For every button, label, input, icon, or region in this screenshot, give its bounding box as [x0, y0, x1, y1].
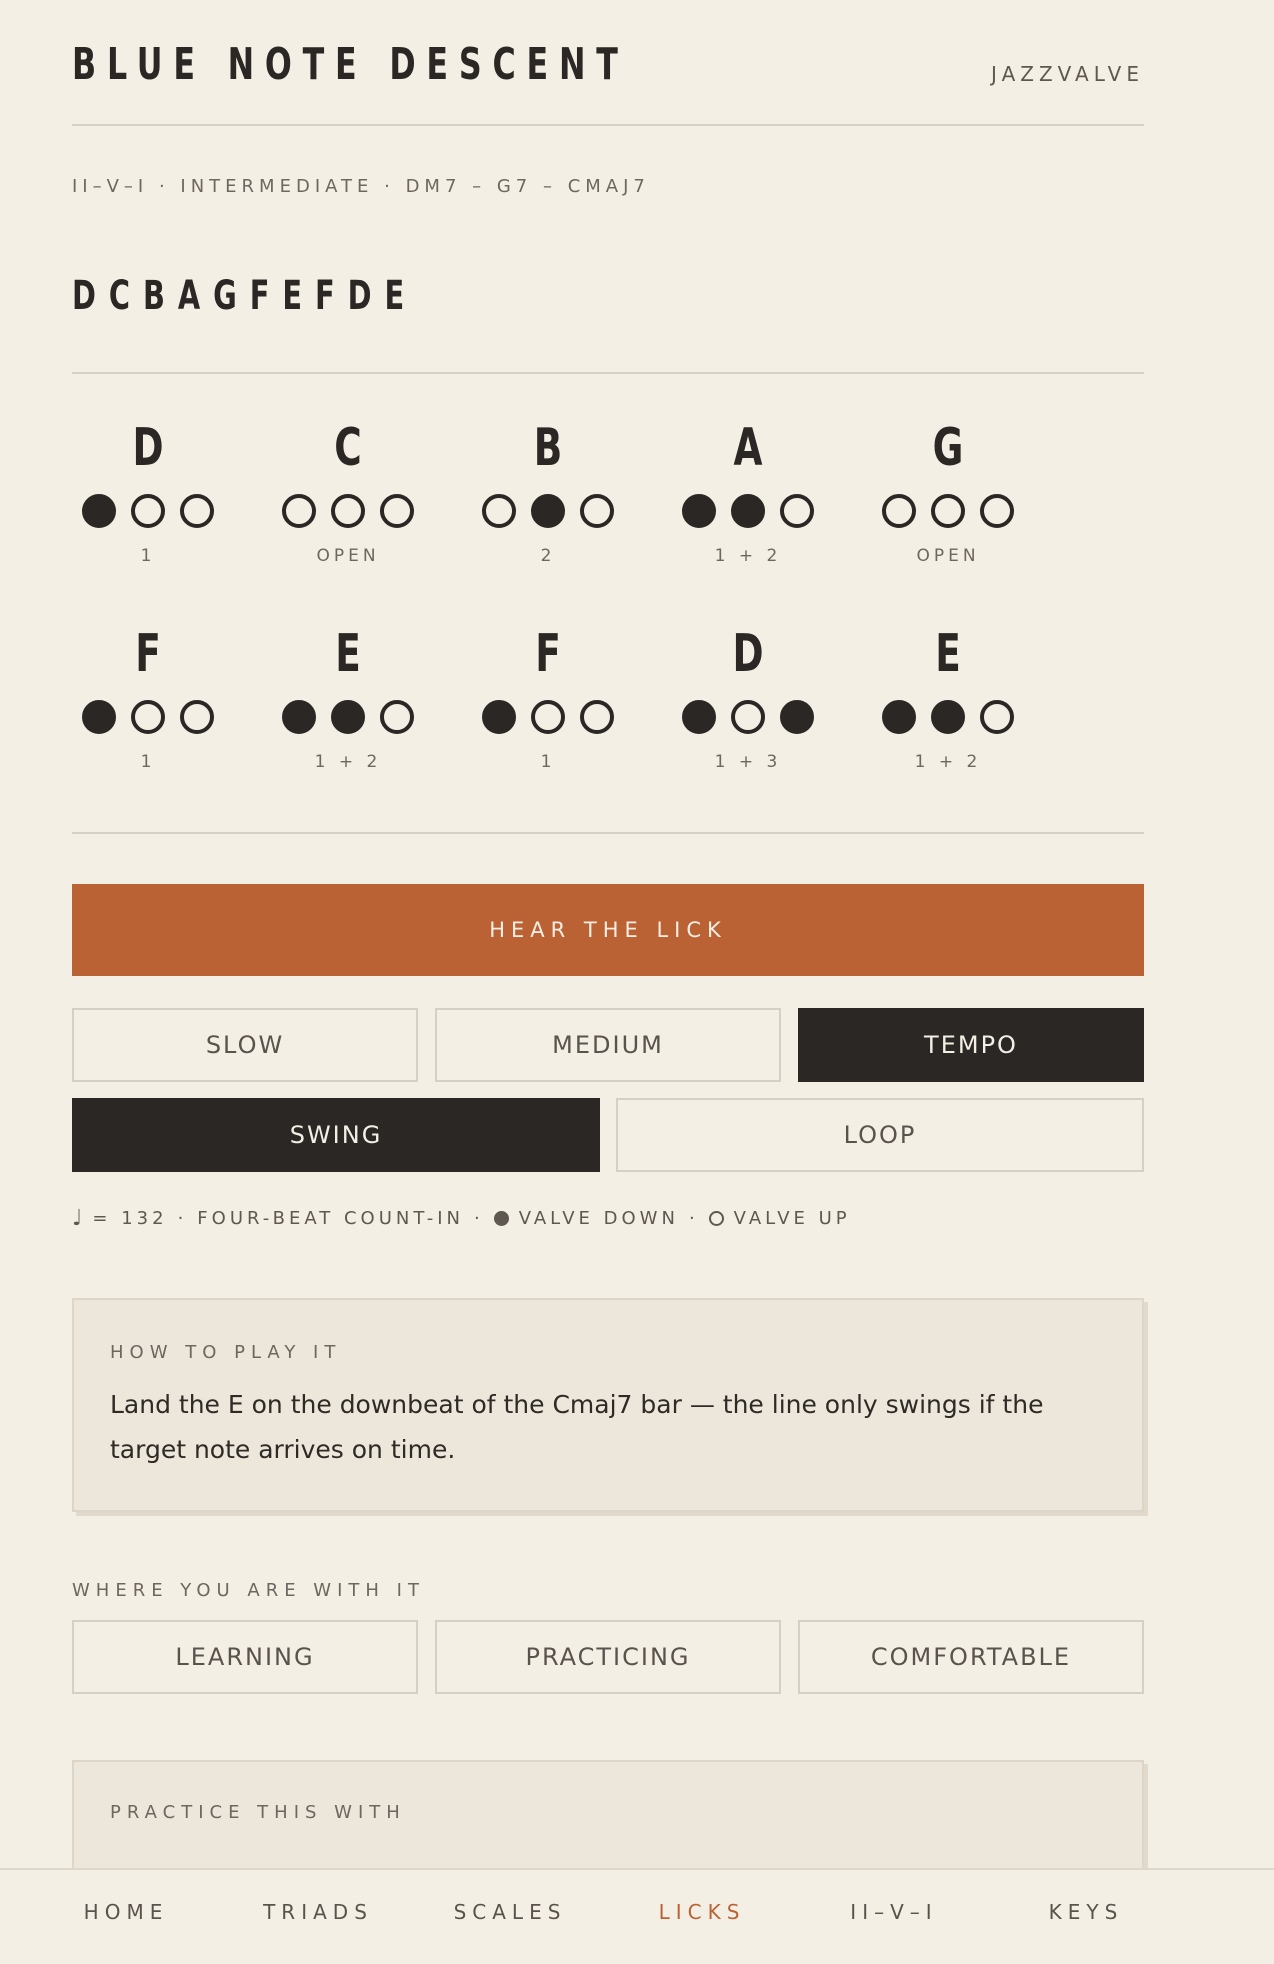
valve-up-icon [980, 700, 1014, 734]
valve-up-icon [780, 494, 814, 528]
valve-down-icon [531, 494, 565, 528]
valve-down-icon [82, 494, 116, 528]
valve-up-icon [380, 494, 414, 528]
valve-diagram [672, 700, 824, 734]
note-card[interactable] [472, 624, 624, 784]
legend [72, 1206, 851, 1231]
fingering-label: OPEN [316, 546, 380, 566]
loop-toggle[interactable]: LOOP [616, 1098, 1144, 1172]
valve-diagram [472, 700, 624, 734]
header-divider [72, 124, 1144, 126]
how-to-play-text: Land the E on the downbeat of the Cmaj7 bar — the line only swings if the target note arrives on time. [110, 1390, 1044, 1464]
valve-down-icon [780, 700, 814, 734]
valve-up-icon [531, 700, 565, 734]
valve-diagram [472, 494, 624, 528]
note-letter: E [335, 624, 361, 684]
valve-diagram [72, 700, 224, 734]
note-card[interactable] [672, 624, 824, 784]
tempo-value: = 132 [92, 1208, 168, 1229]
valve-diagram [72, 494, 224, 528]
valve-diagram [272, 494, 424, 528]
valve-up-icon [580, 700, 614, 734]
grid-divider [72, 832, 1144, 834]
lick-subtitle: II–V–I · INTERMEDIATE · DM7 – G7 – CMAJ7 [72, 176, 650, 197]
nav-home[interactable]: HOME [83, 1900, 169, 1924]
valve-up-label: VALVE UP [733, 1208, 851, 1229]
fingering-label: 1 + 3 [714, 752, 782, 772]
note-letter: F [535, 624, 561, 684]
note-letter: B [533, 418, 563, 478]
progress-label: WHERE YOU ARE WITH IT [72, 1580, 425, 1601]
notes-sequence: DCBAGFEFDE [72, 273, 418, 319]
valve-up-icon [709, 1211, 724, 1226]
tempo-button[interactable]: TEMPO [798, 1008, 1144, 1082]
medium-button[interactable]: MEDIUM [435, 1008, 781, 1082]
note-card[interactable] [472, 418, 624, 578]
comfortable-button[interactable]: COMFORTABLE [798, 1620, 1144, 1694]
note-card[interactable] [872, 418, 1024, 578]
valve-diagram [272, 700, 424, 734]
valve-up-icon [882, 494, 916, 528]
valve-up-icon [731, 700, 765, 734]
note-card[interactable] [272, 418, 424, 578]
valve-up-icon [331, 494, 365, 528]
fingering-label: 1 [540, 752, 556, 772]
note-card[interactable] [872, 624, 1024, 784]
note-letter: D [132, 418, 164, 478]
valve-down-icon [494, 1211, 509, 1226]
hear-lick-button[interactable]: HEAR THE LICK [72, 884, 1144, 976]
count-in-label: FOUR-BEAT COUNT-IN [197, 1208, 464, 1229]
nav-keys[interactable]: KEYS [1048, 1900, 1124, 1924]
note-letter: A [733, 418, 763, 478]
valve-diagram [872, 700, 1024, 734]
fingering-label: 1 + 2 [714, 546, 782, 566]
valve-down-label: VALVE DOWN [518, 1208, 679, 1229]
note-letter: G [932, 418, 964, 478]
fingering-label: OPEN [916, 546, 980, 566]
fingering-label: 2 [540, 546, 556, 566]
swing-toggle[interactable]: SWING [72, 1098, 600, 1172]
fingering-label: 1 + 2 [314, 752, 382, 772]
valve-down-icon [682, 494, 716, 528]
valve-down-icon [331, 700, 365, 734]
valve-up-icon [131, 700, 165, 734]
valve-down-icon [731, 494, 765, 528]
brand-name[interactable]: JAZZVALVE [991, 62, 1144, 86]
legend-separator: · [688, 1208, 699, 1229]
valve-up-icon [980, 494, 1014, 528]
learning-button[interactable]: LEARNING [72, 1620, 418, 1694]
valve-down-icon [282, 700, 316, 734]
nav-triads[interactable]: TRIADS [263, 1900, 373, 1924]
nav-ii-v-i[interactable]: II–V–I [850, 1900, 938, 1924]
valve-up-icon [931, 494, 965, 528]
practicing-button[interactable]: PRACTICING [435, 1620, 781, 1694]
valve-up-icon [131, 494, 165, 528]
page-title: BLUE NOTE DESCENT [72, 39, 629, 90]
fingering-label: 1 + 2 [914, 752, 982, 772]
valve-diagram [672, 494, 824, 528]
bottom-nav [0, 1868, 1274, 1964]
valve-up-icon [180, 700, 214, 734]
valve-down-icon [882, 700, 916, 734]
nav-licks[interactable]: LICKS [658, 1900, 746, 1924]
valve-down-icon [482, 700, 516, 734]
header [72, 40, 1144, 124]
valve-up-icon [282, 494, 316, 528]
note-card[interactable] [72, 624, 224, 784]
valve-down-icon [82, 700, 116, 734]
valve-diagram [872, 494, 1024, 528]
notes-divider [72, 372, 1144, 374]
valve-down-icon [682, 700, 716, 734]
how-to-play-card [72, 1298, 1144, 1512]
valve-down-icon [931, 700, 965, 734]
legend-separator: · [177, 1208, 188, 1229]
valve-up-icon [380, 700, 414, 734]
practice-with-heading: PRACTICE THIS WITH [110, 1802, 406, 1823]
note-card[interactable] [72, 418, 224, 578]
nav-scales[interactable]: SCALES [453, 1900, 567, 1924]
valve-up-icon [580, 494, 614, 528]
note-card[interactable] [672, 418, 824, 578]
note-letter: C [334, 418, 362, 478]
note-letter: D [732, 624, 764, 684]
quarter-note-icon: ♩ [72, 1206, 83, 1231]
fingering-label: 1 [140, 546, 156, 566]
valve-up-icon [180, 494, 214, 528]
legend-separator: · [473, 1208, 484, 1229]
how-to-play-heading: HOW TO PLAY IT [110, 1342, 342, 1363]
slow-button[interactable]: SLOW [72, 1008, 418, 1082]
fingering-label: 1 [140, 752, 156, 772]
note-card[interactable] [272, 624, 424, 784]
valve-up-icon [482, 494, 516, 528]
note-letter: F [135, 624, 161, 684]
note-letter: E [935, 624, 961, 684]
